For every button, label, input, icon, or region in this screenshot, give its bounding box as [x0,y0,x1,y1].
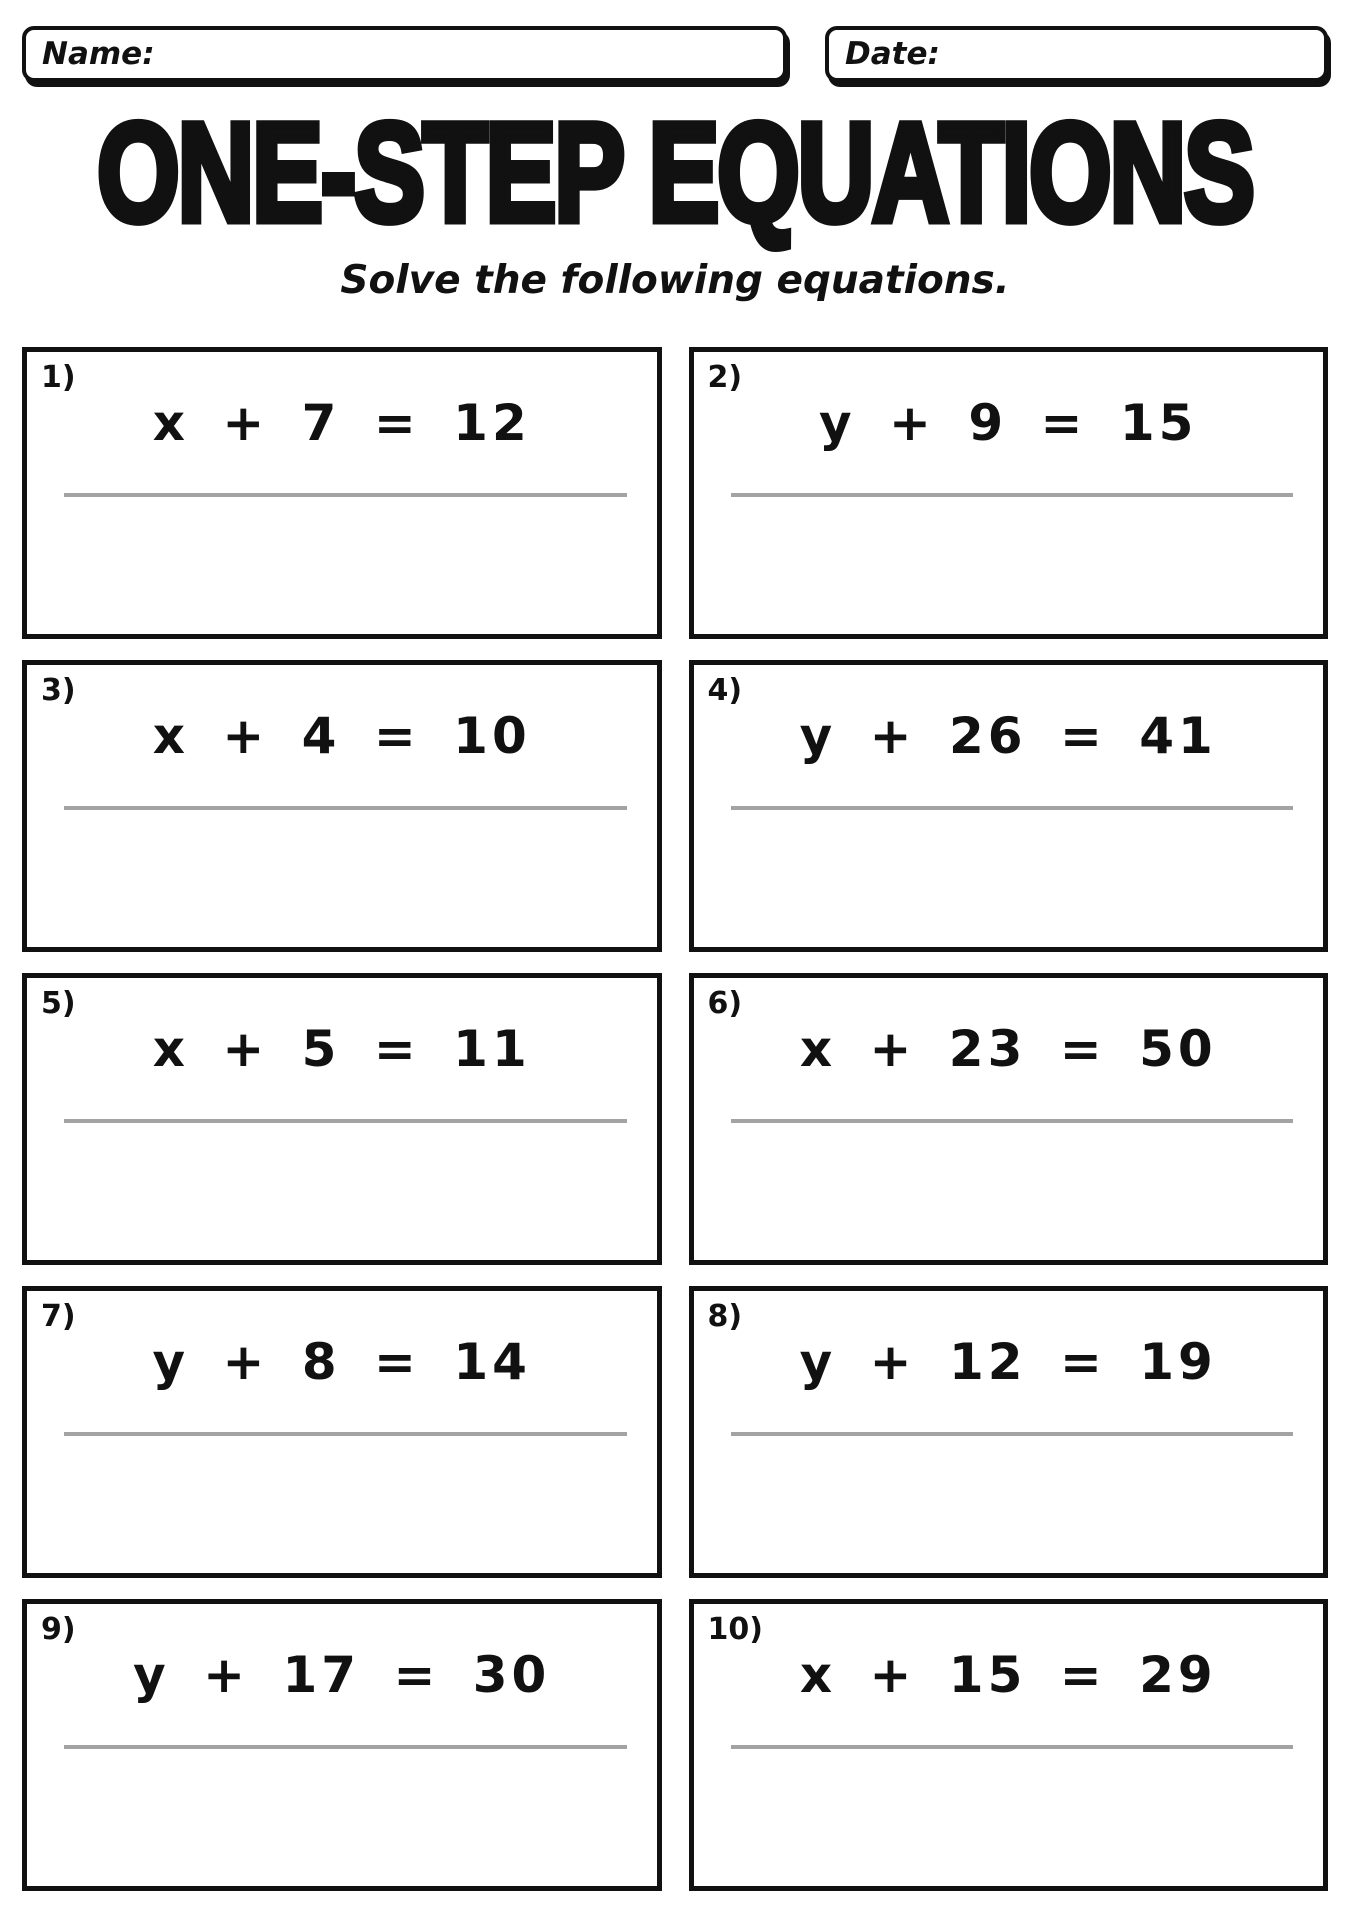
problem-box [689,1286,1329,1578]
answer-line[interactable] [731,1432,1294,1436]
problems-grid [22,347,1328,1891]
equation-text: x + 15 = 29 [799,1646,1217,1704]
page-title: ONE-STEP EQUATIONS [97,95,1253,251]
instructions: Solve the following equations. [340,258,1010,303]
problem-box [22,1286,662,1578]
problem-box [22,347,662,639]
date-field[interactable] [825,26,1328,82]
name-label: Name: [42,36,155,72]
problem-number: 2) [707,360,743,395]
problem-box [689,973,1329,1265]
problem-box [22,1599,662,1891]
answer-line[interactable] [731,1119,1294,1123]
problem-box [689,1599,1329,1891]
answer-line[interactable] [731,806,1294,810]
problem-number: 8) [707,1299,743,1334]
equation-text: x + 7 = 12 [152,394,531,452]
problem-box [689,660,1329,952]
date-label: Date: [845,36,940,72]
answer-line[interactable] [64,806,627,810]
problem-number: 7) [41,1299,76,1334]
equation-text: y + 17 = 30 [133,1646,551,1704]
problem-number: 3) [41,673,76,708]
equation-text: x + 4 = 10 [152,707,531,765]
equation-text: y + 26 = 41 [799,707,1217,765]
answer-line[interactable] [64,1119,627,1123]
problem-number: 4) [707,673,743,708]
equation-text: y + 12 = 19 [799,1333,1217,1391]
problem-number: 5) [41,986,76,1021]
header-row [22,26,1328,82]
problem-box [22,973,662,1265]
name-field[interactable] [22,26,787,82]
answer-line[interactable] [64,1432,627,1436]
equation-text: x + 5 = 11 [152,1020,531,1078]
problem-box [22,660,662,952]
equation-text: y + 9 = 15 [819,394,1198,452]
problem-number: 10) [707,1612,763,1647]
equation-text: y + 8 = 14 [152,1333,531,1391]
answer-line[interactable] [731,493,1294,497]
answer-line[interactable] [64,493,627,497]
equation-text: x + 23 = 50 [799,1020,1217,1078]
title-wrap [22,94,1328,252]
answer-line[interactable] [64,1745,627,1749]
problem-box [689,347,1329,639]
problem-number: 9) [41,1612,76,1647]
problem-number: 6) [707,986,743,1021]
answer-line[interactable] [731,1745,1294,1749]
problem-number: 1) [41,360,76,395]
